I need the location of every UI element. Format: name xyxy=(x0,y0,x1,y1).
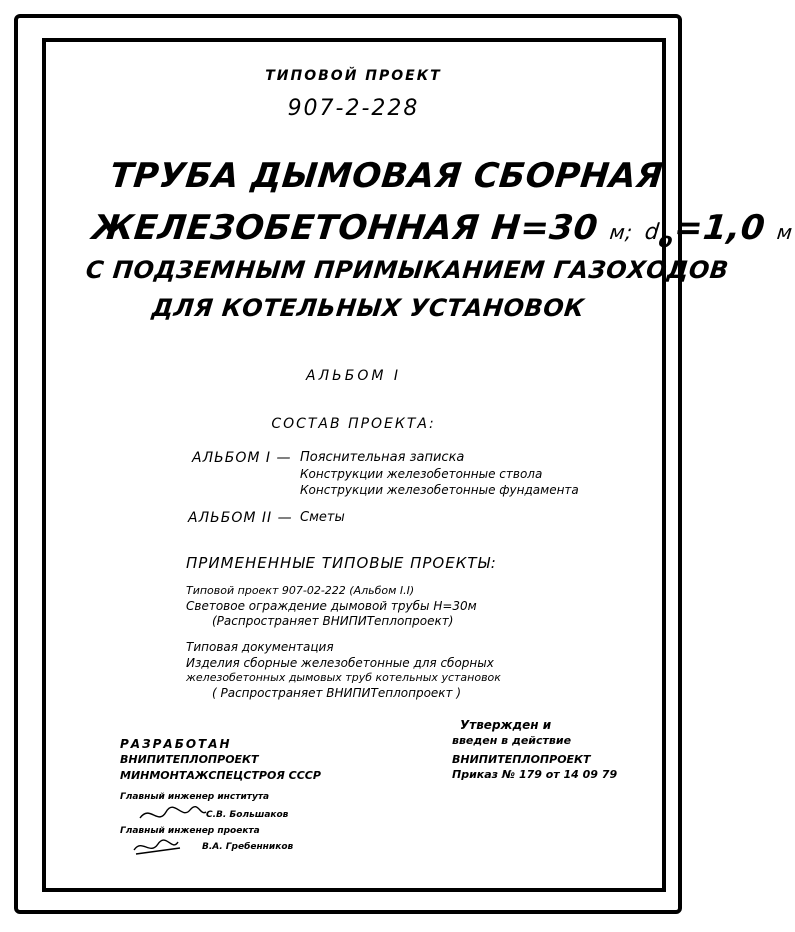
applied-heading: ПРИМЕНЕННЫЕ ТИПОВЫЕ ПРОЕКТЫ: xyxy=(186,554,497,572)
title-unit-m2: м xyxy=(775,220,794,244)
title-d-symbol: d xyxy=(643,220,661,245)
title-line4: ДЛЯ КОТЕЛЬНЫХ УСТАНОВОК xyxy=(150,294,586,322)
applied-block1-line3: (Распространяет ВНИПИТеплопроект) xyxy=(212,614,454,628)
approved-order: Приказ № 179 от 14 09 79 xyxy=(452,768,618,781)
developed-org2: МИНМОНТАЖСПЕЦСТРОЯ СССР xyxy=(120,769,321,782)
album2-item: Сметы xyxy=(300,510,345,525)
title-unit-m: м; xyxy=(608,220,634,244)
album1-label: АЛЬБОМ I — xyxy=(192,450,292,466)
applied-block2-line4: ( Распространяет ВНИПИТеплопроект ) xyxy=(212,686,462,700)
project-number: 907-2-228 xyxy=(287,96,420,121)
title-d-value: =1,0 xyxy=(672,208,768,248)
title-d-subscript: о xyxy=(657,227,675,252)
applied-block1-line1: Типовой проект 907-02-222 (Альбом I.I) xyxy=(186,584,415,597)
applied-block2-line3: железобетонных дымовых труб котельных установок xyxy=(186,671,501,684)
approved-org: ВНИПИТЕПЛОПРОЕКТ xyxy=(452,753,591,766)
developed-role1: Главный инженер института xyxy=(120,792,270,802)
applied-block1-line2: Световое ограждение дымовой трубы Н=30м xyxy=(186,599,477,613)
developed-role2: Главный инженер проекта xyxy=(120,826,260,836)
applied-block2-line2: Изделия сборные железобетонные для сборных xyxy=(186,656,494,670)
album1-item-3: Конструкции железобетонные фундамента xyxy=(300,483,579,497)
project-type-label: ТИПОВОЙ ПРОЕКТ xyxy=(265,68,442,84)
album2-label: АЛЬБОМ II — xyxy=(188,510,293,526)
developed-name2: В.А. Гребенников xyxy=(202,842,294,852)
composition-heading: СОСТАВ ПРОЕКТА: xyxy=(271,416,436,432)
album-label: АЛЬБОМ I xyxy=(306,368,401,384)
developed-org1: ВНИПИТЕПЛОПРОЕКТ xyxy=(120,753,259,766)
title-line3: С ПОДЗЕМНЫМ ПРИМЫКАНИЕМ ГАЗОХОДОВ xyxy=(84,256,731,284)
title-line2 xyxy=(90,208,795,252)
album1-item-1: Пояснительная записка xyxy=(300,450,465,465)
title-line2-main: ЖЕЛЕЗОБЕТОННАЯ Н=30 xyxy=(90,208,600,248)
signature-1 xyxy=(130,800,210,830)
album1-item-2: Конструкции железобетонные ствола xyxy=(300,467,543,481)
developed-name1: С.В. Большаков xyxy=(206,810,289,820)
signature-2 xyxy=(128,834,198,858)
approved-line1: Утвержден и xyxy=(460,718,552,732)
developed-heading: РАЗРАБОТАН xyxy=(120,737,232,751)
approved-line2: введен в действие xyxy=(452,734,572,747)
applied-block2-line1: Типовая документация xyxy=(186,640,334,654)
title-line1: ТРУБА ДЫМОВАЯ СБОРНАЯ xyxy=(107,156,666,196)
